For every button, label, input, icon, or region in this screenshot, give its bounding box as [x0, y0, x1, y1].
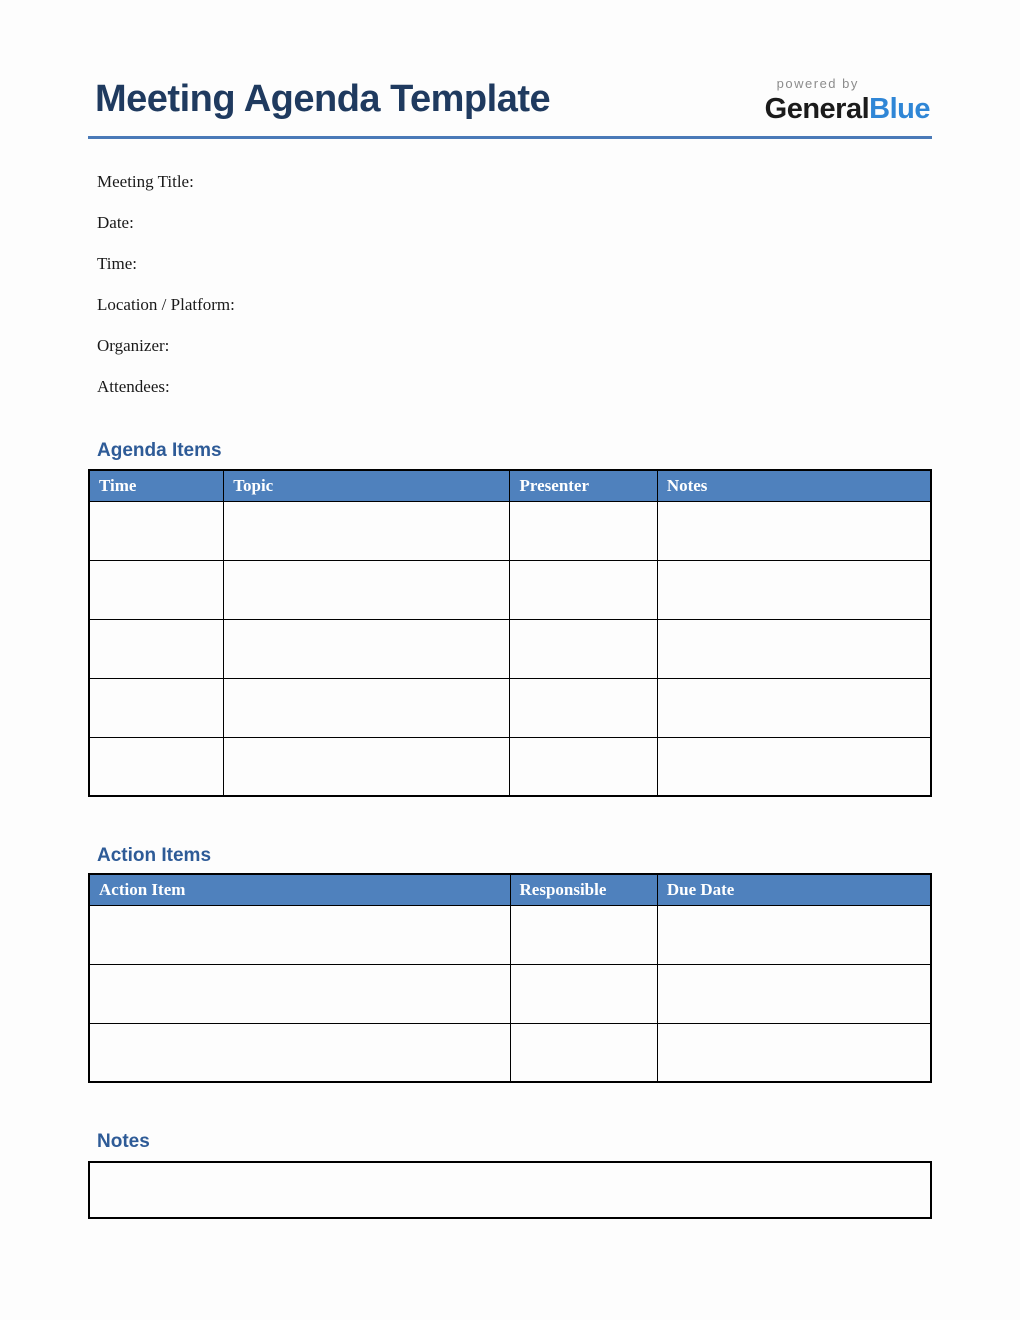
column-header-topic: Topic: [224, 470, 510, 501]
empty-cell: [224, 678, 510, 737]
meta-field-label: Date:: [97, 212, 134, 232]
empty-cell: [89, 905, 510, 964]
empty-cell: [657, 619, 931, 678]
empty-cell: [657, 964, 931, 1023]
empty-cell: [510, 678, 657, 737]
empty-cell: [657, 560, 931, 619]
empty-cell: [224, 560, 510, 619]
meta-field-row: [97, 284, 932, 325]
empty-cell: [89, 501, 224, 560]
empty-cell: [657, 501, 931, 560]
table-header-row: [89, 874, 931, 905]
empty-cell: [510, 560, 657, 619]
empty-cell: [89, 619, 224, 678]
meta-field-label: Meeting Title:: [97, 171, 194, 191]
action-items-table: [88, 873, 932, 1083]
empty-cell: [89, 964, 510, 1023]
meta-field-row: [97, 366, 932, 407]
meta-field-label: Organizer:: [97, 335, 170, 355]
empty-cell: [657, 737, 931, 796]
empty-cell: [224, 737, 510, 796]
powered-by-text: powered by: [776, 76, 859, 91]
meta-field-label: Location / Platform:: [97, 294, 235, 314]
column-header-presenter: Presenter: [510, 470, 657, 501]
document-header: [88, 75, 932, 125]
notes-heading: Notes: [97, 1131, 150, 1152]
empty-cell: [89, 737, 224, 796]
empty-cell: [224, 619, 510, 678]
action-items-heading: Action Items: [97, 845, 212, 866]
agenda-items-heading: Agenda Items: [97, 440, 222, 461]
empty-cell: [89, 678, 224, 737]
column-header-action-item: Action Item: [89, 874, 510, 905]
meta-field-row: [97, 202, 932, 243]
column-header-due-date: Due Date: [657, 874, 931, 905]
empty-cell: [510, 737, 657, 796]
brand-blue-text: Blue: [869, 93, 930, 125]
header-divider-rule: [88, 136, 932, 139]
empty-cell: [89, 560, 224, 619]
brand-logo-block: [765, 75, 932, 125]
brand-general-text: General: [764, 93, 870, 125]
table-row: [89, 560, 931, 619]
table-row: [89, 1023, 931, 1082]
column-header-time: Time: [89, 470, 224, 501]
empty-cell: [510, 619, 657, 678]
meta-field-row: [97, 243, 932, 284]
empty-cell: [89, 1023, 510, 1082]
table-row: [89, 905, 931, 964]
meta-fields-list: [88, 161, 932, 407]
empty-cell: [224, 501, 510, 560]
table-header-row: [89, 470, 931, 501]
meta-field-label: Time:: [97, 253, 138, 273]
table-row: [89, 619, 931, 678]
table-row: [89, 964, 931, 1023]
meta-field-row: [97, 325, 932, 366]
meta-field-label: Attendees:: [97, 376, 170, 396]
empty-cell: [510, 964, 657, 1023]
empty-cell: [510, 501, 657, 560]
page-title: Meeting Agenda Template: [95, 78, 551, 120]
empty-cell: [657, 678, 931, 737]
general-blue-logo: [765, 93, 930, 125]
empty-cell: [510, 1023, 657, 1082]
empty-cell: [657, 905, 931, 964]
table-row: [89, 678, 931, 737]
notes-box: [88, 1161, 932, 1219]
meta-field-row: [97, 161, 932, 202]
column-header-notes: Notes: [657, 470, 931, 501]
column-header-responsible: Responsible: [510, 874, 657, 905]
empty-cell: [510, 905, 657, 964]
agenda-items-table: [88, 469, 932, 797]
table-row: [89, 501, 931, 560]
empty-cell: [657, 1023, 931, 1082]
table-row: [89, 737, 931, 796]
